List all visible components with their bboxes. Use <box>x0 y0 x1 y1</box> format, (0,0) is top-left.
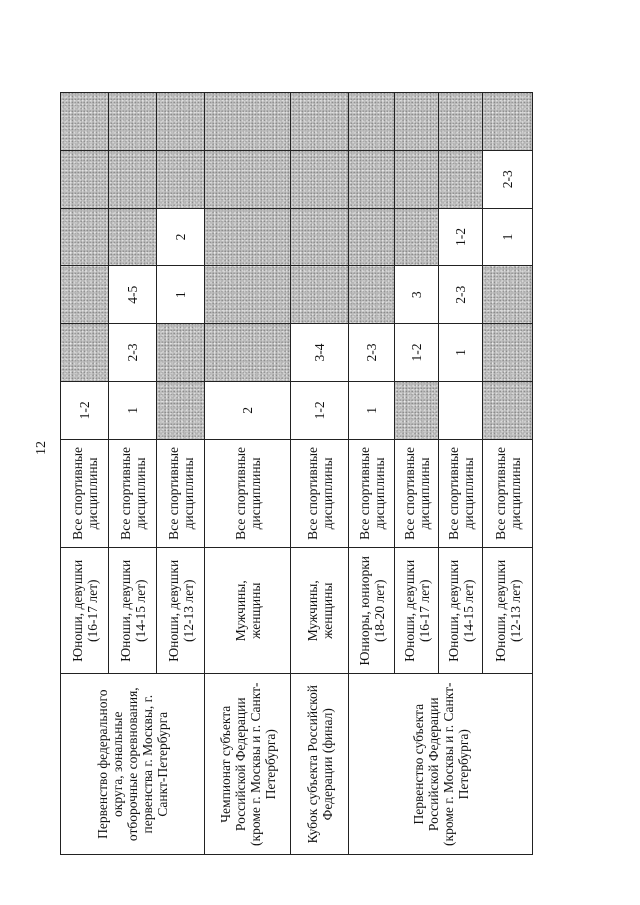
rotated-table-container <box>60 92 528 855</box>
place-cell <box>439 150 483 208</box>
place-cell: 2-3 <box>483 150 533 208</box>
table-row <box>205 93 291 855</box>
place-cell: 2 <box>157 208 205 266</box>
place-cell <box>439 93 483 151</box>
place-cell <box>205 266 291 324</box>
group-cell: Юноши, девушки (14-15 лет) <box>109 548 157 674</box>
place-cell: 1-2 <box>291 381 349 439</box>
place-cell <box>61 266 109 324</box>
place-cell <box>349 150 395 208</box>
place-cell: 3 <box>395 266 439 324</box>
place-cell <box>395 208 439 266</box>
competition-cell: Чемпионат субъекта Российской Федерации (кроме г. Москвы и г. Санкт-Петербурга) <box>205 674 291 855</box>
place-cell <box>483 381 533 439</box>
place-cell <box>395 150 439 208</box>
group-cell: Юноши, девушки (12-13 лет) <box>483 548 533 674</box>
place-cell <box>291 93 349 151</box>
discipline-cell: Все спортивные дисциплины <box>349 439 395 547</box>
place-cell: 1 <box>483 208 533 266</box>
place-cell <box>291 208 349 266</box>
place-cell: 2-3 <box>349 324 395 382</box>
competition-cell: Кубок субъекта Российской Федерации (финал) <box>291 674 349 855</box>
place-cell: 1 <box>349 381 395 439</box>
discipline-cell: Все спортивные дисциплины <box>109 439 157 547</box>
discipline-cell: Все спортивные дисциплины <box>61 439 109 547</box>
place-cell <box>349 93 395 151</box>
place-cell <box>205 324 291 382</box>
place-cell <box>291 266 349 324</box>
place-cell <box>205 208 291 266</box>
group-cell: Юноши, девушки (16-17 лет) <box>395 548 439 674</box>
competition-cell: Первенство федерального округа, зональные отборочные соревнования, первенства г. Москвы, г. Санкт-Петербурга <box>61 674 205 855</box>
place-cell <box>109 150 157 208</box>
place-cell <box>61 150 109 208</box>
place-cell <box>157 381 205 439</box>
place-cell: 3-4 <box>291 324 349 382</box>
place-cell: 1 <box>109 381 157 439</box>
place-cell <box>349 266 395 324</box>
group-cell: Юноши, девушки (16-17 лет) <box>61 548 109 674</box>
place-cell <box>61 324 109 382</box>
place-cell <box>349 208 395 266</box>
place-cell: 1-2 <box>61 381 109 439</box>
discipline-cell: Все спортивные дисциплины <box>291 439 349 547</box>
place-cell: 1-2 <box>439 208 483 266</box>
group-cell: Мужчины, женщины <box>291 548 349 674</box>
discipline-cell: Все спортивные дисциплины <box>157 439 205 547</box>
table-row <box>61 93 109 855</box>
place-cell <box>157 93 205 151</box>
place-cell: 2-3 <box>109 324 157 382</box>
sports-category-table <box>60 92 533 855</box>
discipline-cell: Все спортивные дисциплины <box>483 439 533 547</box>
place-cell: 1-2 <box>395 324 439 382</box>
place-cell <box>483 266 533 324</box>
place-cell <box>205 93 291 151</box>
place-cell: 2-3 <box>439 266 483 324</box>
place-cell: 2 <box>205 381 291 439</box>
group-cell: Мужчины, женщины <box>205 548 291 674</box>
group-cell: Юноши, девушки (14-15 лет) <box>439 548 483 674</box>
place-cell <box>395 93 439 151</box>
place-cell <box>395 381 439 439</box>
competition-cell: Первенство субъекта Российской Федерации (кроме г. Москвы и г. Санкт-Петербурга) <box>349 674 533 855</box>
place-cell <box>483 93 533 151</box>
place-cell <box>439 381 483 439</box>
place-cell <box>109 208 157 266</box>
table-row <box>291 93 349 855</box>
place-cell <box>61 208 109 266</box>
place-cell <box>109 93 157 151</box>
place-cell <box>61 93 109 151</box>
discipline-cell: Все спортивные дисциплины <box>395 439 439 547</box>
place-cell <box>157 150 205 208</box>
place-cell <box>205 150 291 208</box>
place-cell: 1 <box>157 266 205 324</box>
group-cell: Юноши, девушки (12-13 лет) <box>157 548 205 674</box>
discipline-cell: Все спортивные дисциплины <box>205 439 291 547</box>
discipline-cell: Все спортивные дисциплины <box>439 439 483 547</box>
place-cell <box>157 324 205 382</box>
group-cell: Юниоры, юниорки (18-20 лет) <box>349 548 395 674</box>
place-cell <box>483 324 533 382</box>
table-row <box>349 93 395 855</box>
place-cell: 4-5 <box>109 266 157 324</box>
place-cell <box>291 150 349 208</box>
place-cell: 1 <box>439 324 483 382</box>
page-number: 12 <box>34 441 49 455</box>
